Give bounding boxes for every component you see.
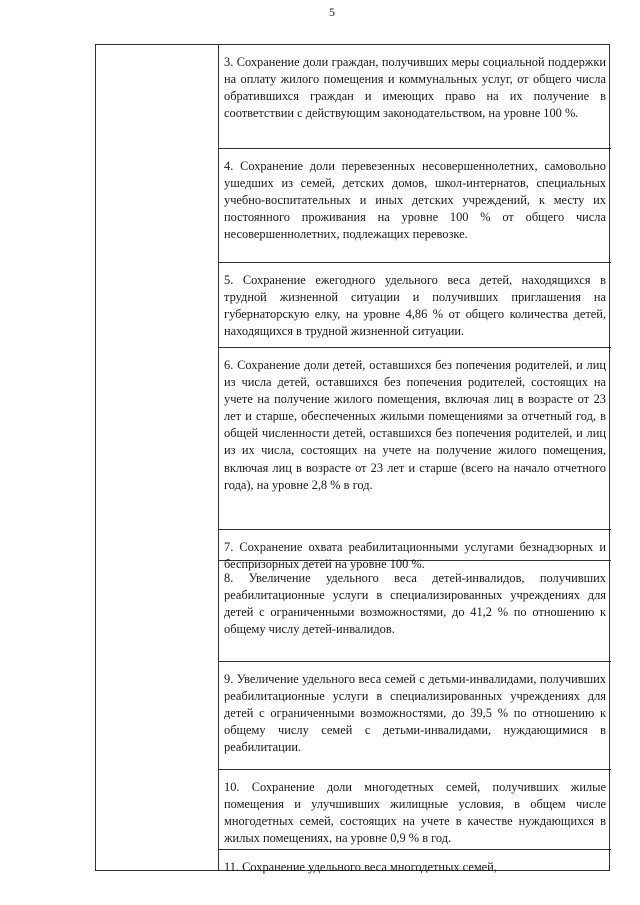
list-item: 5. Сохранение ежегодного удельного веса детей, находящихся в трудной жизненной ситуации и получивших приглашения на губернаторскую елку, на уровне 4,86 % от общего количества детей, находящихся в трудной жизненной ситуации. (219, 263, 611, 348)
table-left-column (96, 45, 219, 870)
list-item: 8. Увеличение удельного веса детей-инвалидов, получивших реабилитационные услуги в специализированных учреждениях для детей с ограниченными возможностями, до 41,2 % по отношению к общему числу детей-инвалидов. (219, 561, 611, 662)
list-item: 4. Сохранение доли перевезенных несовершеннолетних, самовольно ушедших из семей, детских домов, школ-интернатов, специальных учебно-воспитательных и иных детских учреждений, к месту их постоянного проживания на уровне 100 % от общего числа несовершеннолетних, подлежащих перевозке. (219, 149, 611, 263)
list-item: 7. Сохранение охвата реабилитационными услугами безнадзорных и беспризорных детей на уровне 100 %. (219, 530, 611, 561)
list-item: 6. Сохранение доли детей, оставшихся без попечения родителей, и лиц из числа детей, оставшихся без попечения родителей, состоящих на учете на получение жилого помещения, включая лиц в возрасте от 23 лет и старше, обеспеченных жилыми помещениями за отчетный год, в общей численности детей, оставшихся без попечения родителей, и лиц из их числа, состоящих на учете на получение жилого помещения, включая лиц в возрасте от 23 лет и старше (всего на начало отчетного года), на уровне 2,8 % в год. (219, 348, 611, 530)
list-item: 10. Сохранение доли многодетных семей, получивших жилые помещения и улучшивших жилищные условия, в общем числе многодетных семей, состоящих на учете в качестве нуждающихся в жилых помещениях, на уровне 0,9 % в год. (219, 770, 611, 850)
page-number: 5 (329, 5, 335, 19)
document-table (95, 44, 610, 874)
list-item: 11. Сохранение удельного веса многодетных семей, (224, 860, 497, 874)
list-item: 9. Увеличение удельного веса семей с детьми-инвалидами, получивших реабилитационные услуги в специализированных учреждениях для детей с ограниченными возможностями, до 39,5 % по отношению к общему числу семей с детьми-инвалидами, нуждающимися в реабилитации. (219, 662, 611, 770)
list-item: 3. Сохранение доли граждан, получивших меры социальной поддержки на оплату жилого помещения и коммунальных услуг, от общего числа обратившихся граждан и имеющих право на их получение в соответствии с действующим законодательством, на уровне 100 %. (219, 45, 611, 149)
table-right-column (219, 45, 611, 874)
